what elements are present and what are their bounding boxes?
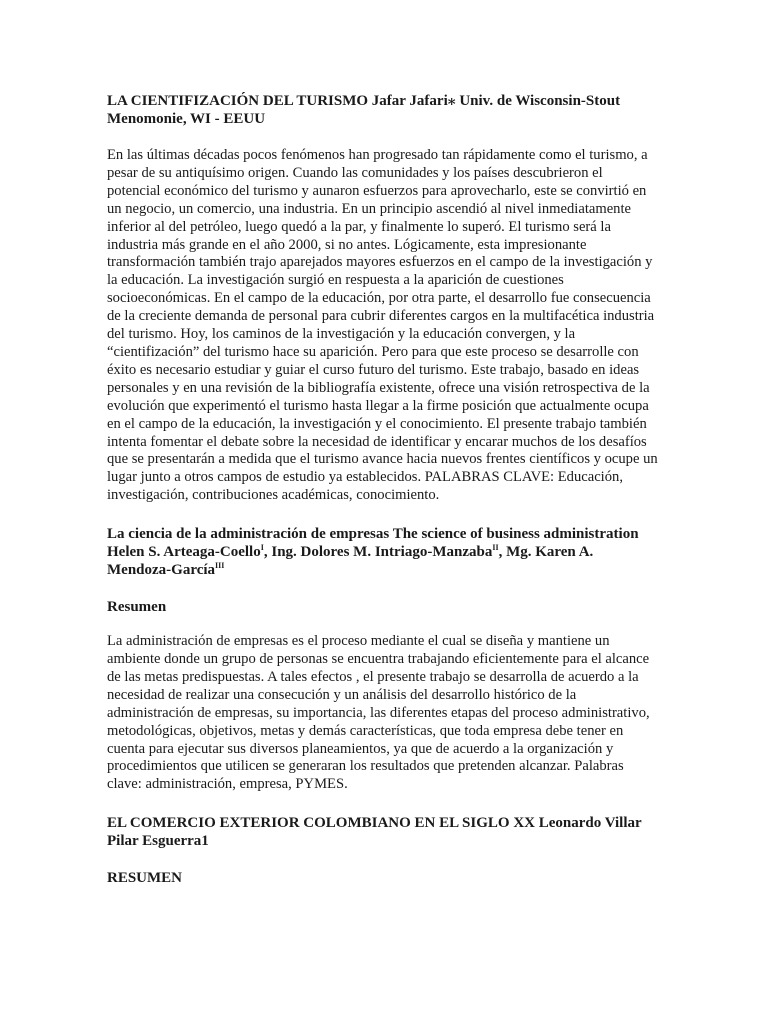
article-3-heading: EL COMERCIO EXTERIOR COLOMBIANO EN EL SIGLO XX Leonardo Villar Pilar Esguerra1	[107, 815, 642, 850]
article-2-author-3: , Mg. Karen A. Mendoza-García	[107, 544, 594, 579]
article-1-heading: LA CIENTIFIZACIÓN DEL TURISMO Jafar Jafari⁎ Univ. de Wisconsin-Stout Menomonie, WI - EEUU	[107, 93, 621, 127]
article-1-abstract: En las últimas décadas pocos fenómenos han progresado tan rápidamente como el turismo, a pesar de su antiquísimo origen. Cuando las comunidades y los países descubrieron el potencial económico del turismo y aunaron esfuerzos para aprovecharlo, este se convirtió en un negocio, un comercio, una industria. En un principio ascendió al nivel inmediatamente inferior al del petróleo, luego quedó a la par, y finalmente lo superó. El turismo será la industria más grande en el año 2000, si no antes. Lógicamente, esta impresionante transformación también trajo aparejados mayores esfuerzos en el campo de la investigación y la educación. La investigación surgió en respuesta a la aparición de cuestiones socioeconómicas. En el campo de la educación, por otra parte, el desarrollo fue consecuencia de la creciente demanda de personal para cubrir diferentes cargos en la multifacética industria del turismo. Hoy, los caminos de la investigación y la educación convergen, y la “cientifización” del turismo hace su aparición. Pero para que este proceso se desarrolle con éxito es necesario estudiar y guiar el curso futuro del turismo. Este trabajo, basado en ideas personales y en una revisión de la bibliografía existente, ofrece una visión retrospectiva de la evolución que experimentó el turismo hasta llegar a la firme posición que actualmente ocupa en el campo de la educación, la investigación y el conocimiento. El presente trabajo también intenta fomentar el debate sobre la necesidad de identificar y encarar muchos de los desafíos que se presentarán a medida que el turismo avance hacia nuevos frentes científicos y ocupe un lugar junto a otros campos de estudio ya establecidos. PALABRAS CLAVE: Educación, investigación, contribuciones académicas, conocimiento.	[107, 147, 658, 504]
article-2-abstract: La administración de empresas es el proceso mediante el cual se diseña y mantiene un ambiente donde un grupo de personas se encuentra trabajando eficientemente para el alcance de las metas predispuestas. A tales efectos , el presente trabajo se desarrolla de acuerdo a la necesidad de realizar una consecución y un análisis del desarrollo histórico de la administración de empresas, su importancia, las diferentes etapas del proceso administrativo, metodológicas, objetivos, metas y demás características, que toda empresa debe tener en cuenta para ejecutar sus diversos planeamientos, ya que de acuerdo a la organización y procedimientos que utilicen se generaran los resultados que pretenden alcanzar. Palabras clave: administración, empresa, PYMES.	[107, 633, 650, 793]
author-2-marker: II	[492, 543, 499, 553]
article-3-subheading: RESUMEN	[107, 870, 183, 887]
article-2-title-and-author-1: La ciencia de la administración de empresas The science of business administration Helen S. Arteaga-Coello	[107, 526, 639, 561]
article-2-heading	[107, 525, 659, 579]
article-2-author-2: , Ing. Dolores M. Intriago-Manzaba	[263, 544, 493, 561]
document-page	[107, 92, 659, 887]
author-1-marker: I	[260, 543, 264, 553]
author-3-marker: III	[215, 561, 225, 571]
article-2-subheading: Resumen	[107, 599, 167, 616]
